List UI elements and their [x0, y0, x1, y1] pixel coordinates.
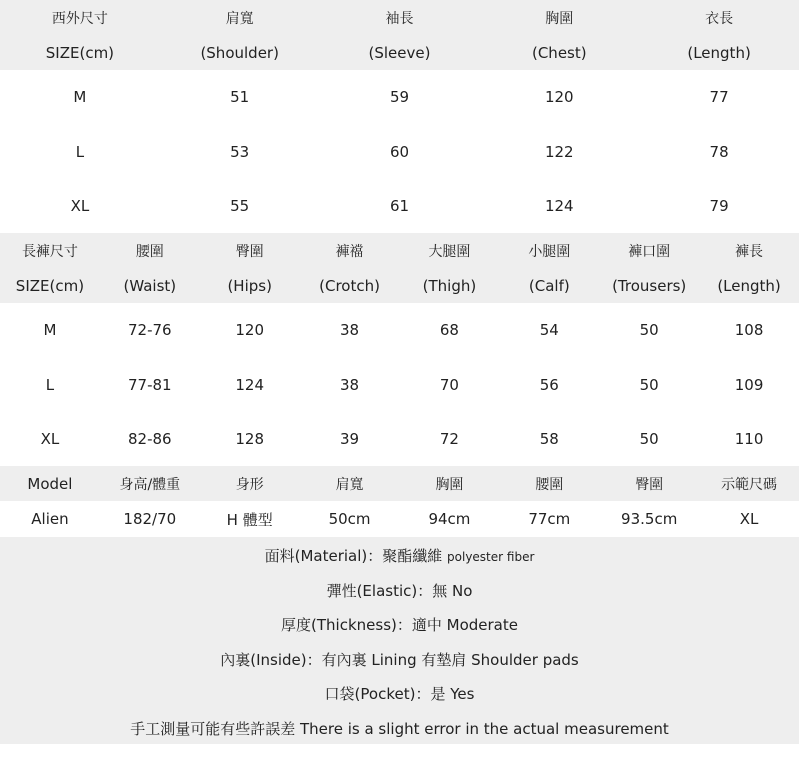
product-info-panel — [0, 537, 799, 744]
top-cell: 60 — [389, 142, 410, 161]
model-header: 肩寬 — [335, 476, 364, 493]
pants-header-en: (Calf) — [528, 277, 570, 295]
top-cell: 77 — [709, 88, 729, 106]
model-cell: H 體型 — [226, 510, 273, 529]
top-cell: 78 — [709, 142, 729, 161]
pants-header-zh: 褲長 — [735, 244, 764, 260]
model-header-row — [0, 466, 799, 501]
elastic-line: 彈性(Elastic)：無 No — [326, 582, 473, 600]
pants-cell: 120 — [235, 321, 264, 339]
pants-cell: 77-81 — [128, 375, 172, 394]
model-header: 示範尺碼 — [721, 476, 778, 493]
pants-cell: 58 — [539, 430, 559, 448]
top-header-en-row — [0, 36, 799, 70]
pants-cell: 72 — [439, 430, 459, 448]
top-header-zh-row — [0, 0, 799, 36]
material-line — [0, 545, 799, 566]
top-cell: L — [75, 142, 85, 161]
pants-header-zh: 長褲尺寸 — [21, 244, 78, 260]
pants-cell: 128 — [235, 430, 264, 448]
pants-header-en: (Hips) — [227, 277, 272, 295]
material-label: 面料(Material)：聚酯纖維 — [264, 547, 443, 565]
measurement-note: 手工測量可能有些許誤差 There is a slight error in the actual measurement — [130, 720, 669, 738]
pants-cell: 54 — [539, 321, 559, 339]
pants-header-zh-row — [0, 233, 799, 269]
top-cell: 122 — [544, 142, 574, 161]
pants-header-zh: 褲襠 — [335, 244, 364, 260]
pants-cell: 50 — [639, 321, 659, 339]
pants-header-en: (Crotch) — [319, 277, 380, 295]
pants-table-row — [0, 357, 799, 412]
top-cell: 79 — [709, 197, 729, 215]
pants-cell: 109 — [734, 375, 764, 394]
pants-cell: 72-76 — [128, 321, 172, 339]
pants-cell: L — [45, 375, 55, 394]
pants-header-en: SIZE(cm) — [15, 277, 85, 295]
pants-header-zh: 小腿圍 — [528, 244, 571, 260]
pants-table-row — [0, 303, 799, 357]
top-header-en: (Sleeve) — [368, 44, 431, 62]
pants-cell: 110 — [734, 430, 764, 448]
top-header-zh: 袖長 — [385, 11, 414, 27]
model-cell: Alien — [31, 510, 69, 528]
pants-cell: 50 — [639, 375, 659, 394]
top-header-en: SIZE(cm) — [45, 44, 115, 62]
top-cell: 51 — [230, 88, 250, 106]
material-en: polyester fiber — [447, 550, 535, 564]
pants-table-row — [0, 412, 799, 466]
top-cell: 55 — [230, 197, 250, 215]
pants-cell: XL — [40, 430, 60, 448]
pocket-line: 口袋(Pocket)：是 Yes — [324, 685, 475, 703]
pants-header-en: (Trousers) — [612, 277, 687, 295]
model-header: 腰圍 — [535, 476, 564, 493]
pants-header-en: (Thigh) — [422, 277, 477, 295]
model-header: 胸圍 — [435, 476, 464, 493]
top-table-row — [0, 70, 799, 124]
pants-header-en-row — [0, 269, 799, 303]
model-header: 身形 — [235, 476, 264, 493]
top-cell: 120 — [544, 88, 574, 106]
model-cell: 182/70 — [123, 510, 177, 528]
model-header: 臀圍 — [635, 476, 664, 493]
pants-cell: 82-86 — [128, 430, 172, 448]
pants-header-en: (Waist) — [123, 277, 177, 295]
pants-cell: 38 — [340, 321, 360, 339]
pants-cell: 50 — [639, 430, 659, 448]
pants-header-zh: 腰圍 — [135, 244, 164, 260]
model-cell: 77cm — [528, 510, 571, 528]
pants-cell: 39 — [340, 430, 360, 448]
model-cell: 50cm — [328, 510, 371, 528]
top-header-en: (Shoulder) — [200, 44, 279, 62]
pants-header-zh: 褲口圍 — [628, 244, 671, 260]
top-cell: M — [73, 88, 87, 106]
top-cell: XL — [70, 197, 90, 215]
pants-cell: 70 — [439, 375, 459, 394]
inside-line: 內裏(Inside)：有內裏 Lining 有墊肩 Shoulder pads — [220, 651, 579, 669]
top-header-zh: 西外尺寸 — [51, 11, 108, 27]
pants-header-zh: 臀圍 — [235, 244, 264, 260]
top-header-zh: 肩寬 — [225, 11, 254, 27]
top-header-zh: 胸圍 — [545, 11, 574, 27]
pants-cell: 56 — [539, 375, 559, 394]
top-table-row — [0, 124, 799, 179]
pants-cell: 108 — [734, 321, 764, 339]
model-header: 身高/體重 — [119, 476, 181, 493]
thickness-line: 厚度(Thickness)：適中 Moderate — [281, 616, 518, 634]
pants-header-en: (Length) — [717, 277, 781, 295]
model-cell: 94cm — [428, 510, 471, 528]
pants-cell: M — [43, 321, 57, 339]
top-cell: 59 — [389, 88, 410, 106]
top-cell: 53 — [230, 142, 250, 161]
model-cell: 93.5cm — [621, 510, 678, 528]
model-cell: XL — [739, 510, 759, 528]
pants-cell: 68 — [439, 321, 459, 339]
top-header-en: (Chest) — [531, 44, 587, 62]
top-cell: 124 — [544, 197, 574, 215]
top-header-zh: 衣長 — [705, 11, 734, 27]
model-header: Model — [27, 474, 73, 493]
pants-cell: 38 — [340, 375, 360, 394]
top-table-row — [0, 179, 799, 233]
top-cell: 61 — [389, 197, 410, 215]
top-header-en: (Length) — [687, 44, 751, 62]
pants-header-zh: 大腿圍 — [428, 244, 471, 260]
pants-cell: 124 — [235, 375, 264, 394]
model-row — [0, 501, 799, 537]
